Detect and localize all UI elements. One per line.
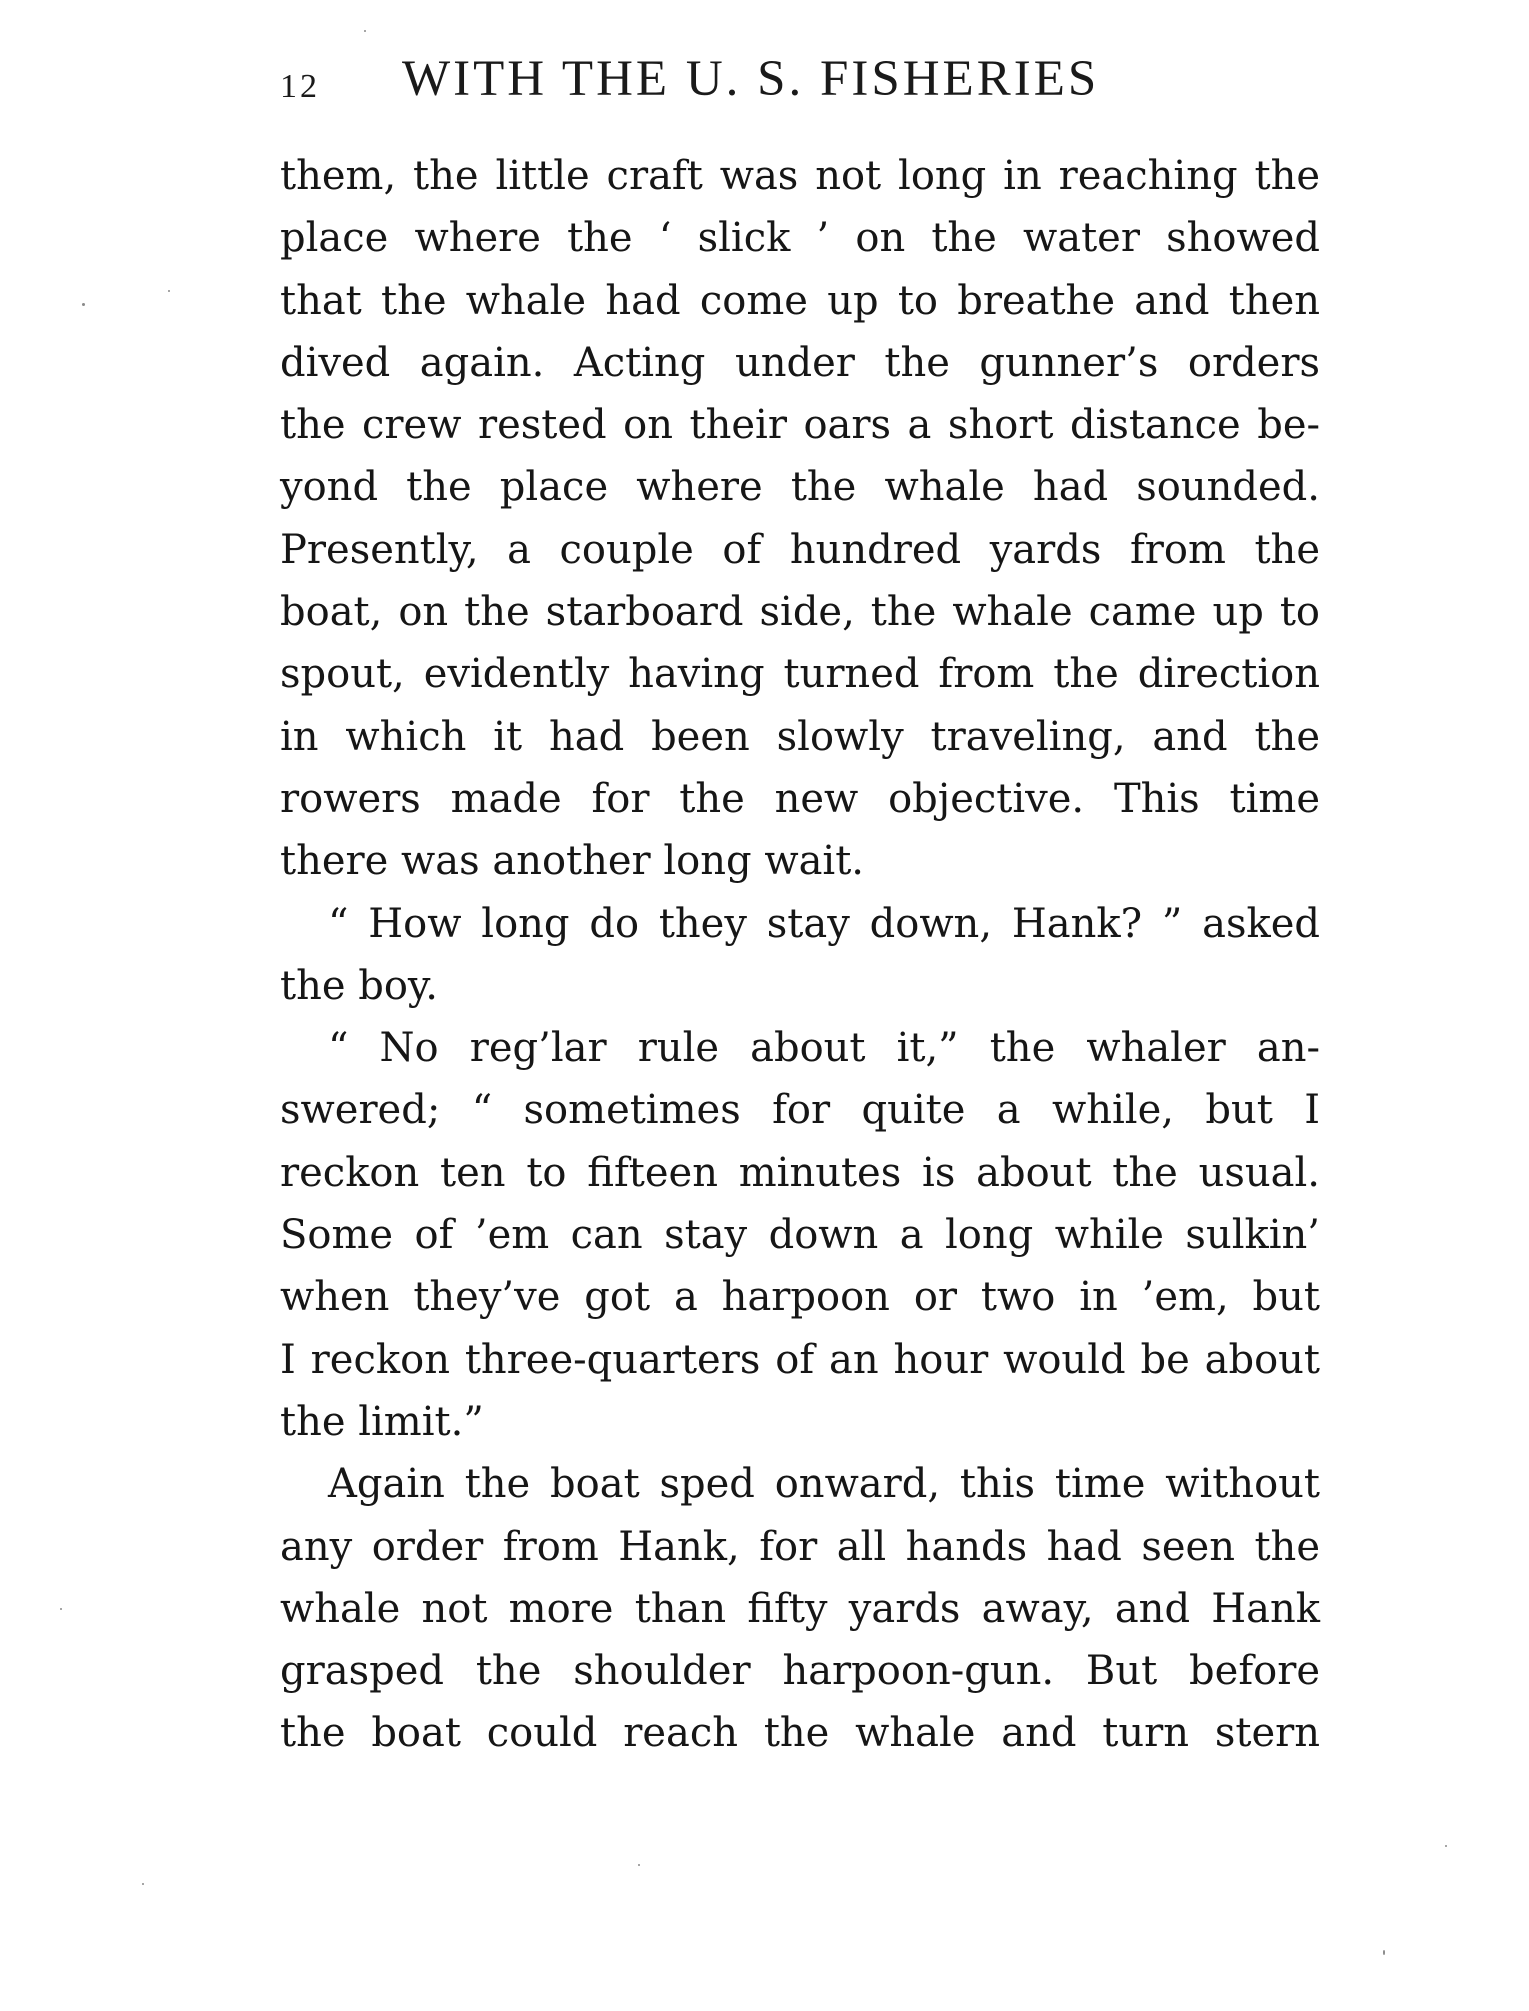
text-line: reckon ten to fifteen minutes is about the usual. xyxy=(280,1149,1320,1196)
text-line: grasped the shoulder harpoon-gun. But before xyxy=(280,1648,1320,1695)
text-line: Some of ’em can stay down a long while sulkin’ xyxy=(280,1212,1320,1259)
text-line: in which it had been slowly traveling, and the xyxy=(280,713,1320,760)
paragraph-end-line: there was another long wait. xyxy=(280,838,865,885)
scan-speck xyxy=(82,303,85,306)
scan-speck xyxy=(60,1608,62,1610)
text-line: the boat could reach the whale and turn stern xyxy=(280,1710,1320,1757)
page-number: 12 xyxy=(280,68,320,105)
paragraph-end-line: the limit.” xyxy=(280,1398,484,1445)
text-line: Presently, a couple of hundred yards from the xyxy=(280,526,1320,573)
text-line: when they’ve got a harpoon or two in ’em, but xyxy=(280,1274,1320,1321)
body-text xyxy=(280,145,1320,1765)
scan-speck xyxy=(168,290,170,292)
text-line: dived again. Acting under the gunner’s orders xyxy=(280,339,1320,386)
running-head: WITH THE U. S. FISHERIES xyxy=(402,51,1100,107)
scan-speck xyxy=(142,1883,144,1885)
text-line: the crew rested on their oars a short distance be- xyxy=(280,402,1320,449)
text-line: them, the little craft was not long in reaching the xyxy=(280,153,1320,199)
text-line: yond the place where the whale had sounded. xyxy=(280,464,1320,511)
text-line: place where the ‘ slick ’ on the water showed xyxy=(280,215,1320,262)
scan-speck xyxy=(1383,1950,1385,1955)
text-line: rowers made for the new objective. This time xyxy=(280,775,1320,822)
paragraph-start-line: “ No reg’lar rule about it,” the whaler an- xyxy=(328,1025,1320,1072)
paragraph-start-line: Again the boat sped onward, this time without xyxy=(328,1461,1320,1508)
paragraph-end-line: the boy. xyxy=(280,962,438,1009)
text-line: that the whale had come up to breathe and then xyxy=(280,277,1320,324)
scan-speck xyxy=(364,30,366,32)
text-line: boat, on the starboard side, the whale came up to xyxy=(280,589,1320,636)
text-line: spout, evidently having turned from the direction xyxy=(280,651,1320,698)
text-line: any order from Hank, for all hands had seen the xyxy=(280,1523,1320,1570)
scan-speck xyxy=(1445,1845,1447,1847)
text-line: I reckon three-quarters of an hour would be about xyxy=(280,1336,1320,1383)
scan-speck xyxy=(638,1864,640,1866)
page-header xyxy=(280,50,1320,120)
paragraph-start-line: “ How long do they stay down, Hank? ” asked xyxy=(328,900,1320,947)
text-line: swered; “ sometimes for quite a while, but I xyxy=(280,1087,1320,1134)
text-line: whale not more than fifty yards away, and Hank xyxy=(280,1585,1320,1632)
